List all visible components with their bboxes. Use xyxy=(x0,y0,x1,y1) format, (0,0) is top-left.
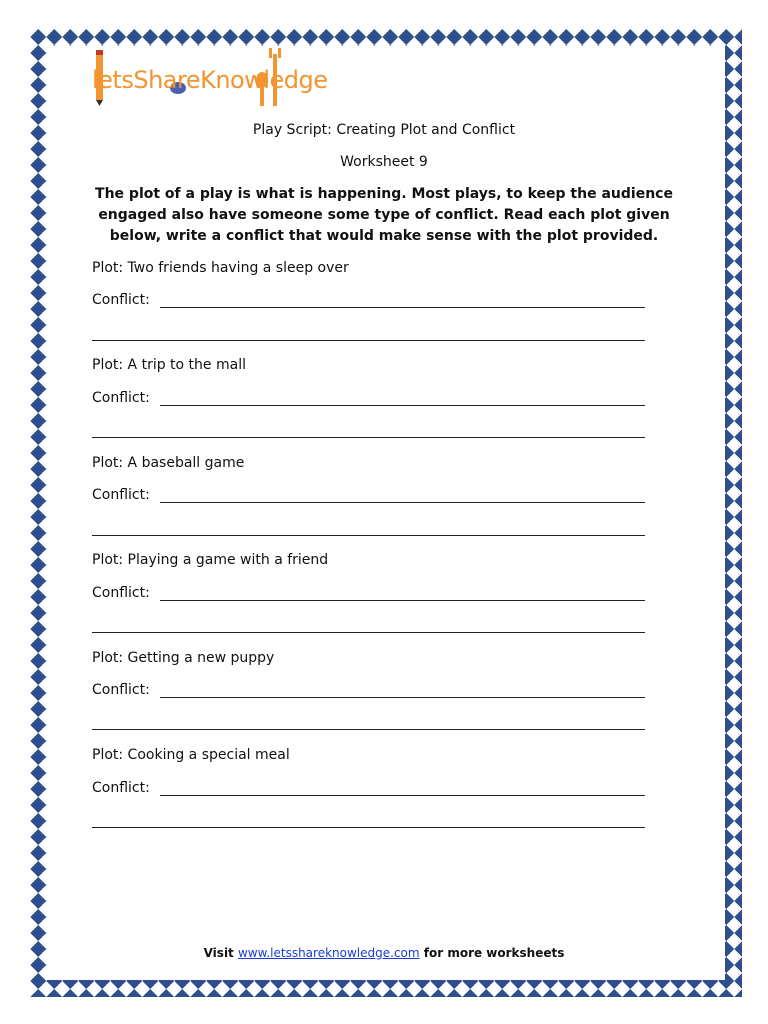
answer-line[interactable] xyxy=(92,729,645,730)
answer-line[interactable] xyxy=(92,437,645,438)
plot-4: Plot: Playing a game with a friend xyxy=(92,552,329,568)
conflict-3[interactable] xyxy=(92,487,645,507)
footer-visit: Visit xyxy=(203,946,234,960)
answer-line[interactable] xyxy=(160,502,645,503)
footer xyxy=(0,946,768,960)
conflict-6[interactable] xyxy=(92,780,645,800)
instructions: The plot of a play is what is happening. Most plays, to keep the audience engaged also have someone some type of conflict. Read each plot given below, write a conflict that would make sense with the plot provided. xyxy=(95,186,673,244)
worksheet-number: Worksheet 9 xyxy=(340,154,428,170)
conflict-4[interactable] xyxy=(92,585,645,605)
answer-line[interactable] xyxy=(92,632,645,633)
answer-line[interactable] xyxy=(160,795,645,796)
logo-text: letsShareKnowledge xyxy=(92,66,328,94)
answer-line[interactable] xyxy=(160,307,645,308)
plot-6: Plot: Cooking a special meal xyxy=(92,747,290,763)
conflict-2[interactable] xyxy=(92,390,645,410)
footer-suffix: for more worksheets xyxy=(423,946,565,960)
conflict-label: Conflict: xyxy=(92,780,150,796)
conflict-5[interactable] xyxy=(92,682,645,702)
plot-3: Plot: A baseball game xyxy=(92,455,245,471)
answer-line[interactable] xyxy=(92,535,645,536)
answer-line[interactable] xyxy=(92,827,645,828)
conflict-1[interactable] xyxy=(92,292,645,312)
answer-line[interactable] xyxy=(160,697,645,698)
plot-5: Plot: Getting a new puppy xyxy=(92,650,275,666)
website-link[interactable]: www.letsshareknowledge.com xyxy=(237,946,420,960)
answer-line[interactable] xyxy=(160,405,645,406)
answer-line[interactable] xyxy=(160,600,645,601)
plot-2: Plot: A trip to the mall xyxy=(92,357,246,373)
logo xyxy=(92,46,347,108)
conflict-label: Conflict: xyxy=(92,682,150,698)
conflict-label: Conflict: xyxy=(92,585,150,601)
conflict-label: Conflict: xyxy=(92,390,150,406)
conflict-label: Conflict: xyxy=(92,292,150,308)
conflict-label: Conflict: xyxy=(92,487,150,503)
plot-1: Plot: Two friends having a sleep over xyxy=(92,260,349,276)
answer-line[interactable] xyxy=(92,340,645,341)
page-title: Play Script: Creating Plot and Conflict xyxy=(252,122,516,138)
